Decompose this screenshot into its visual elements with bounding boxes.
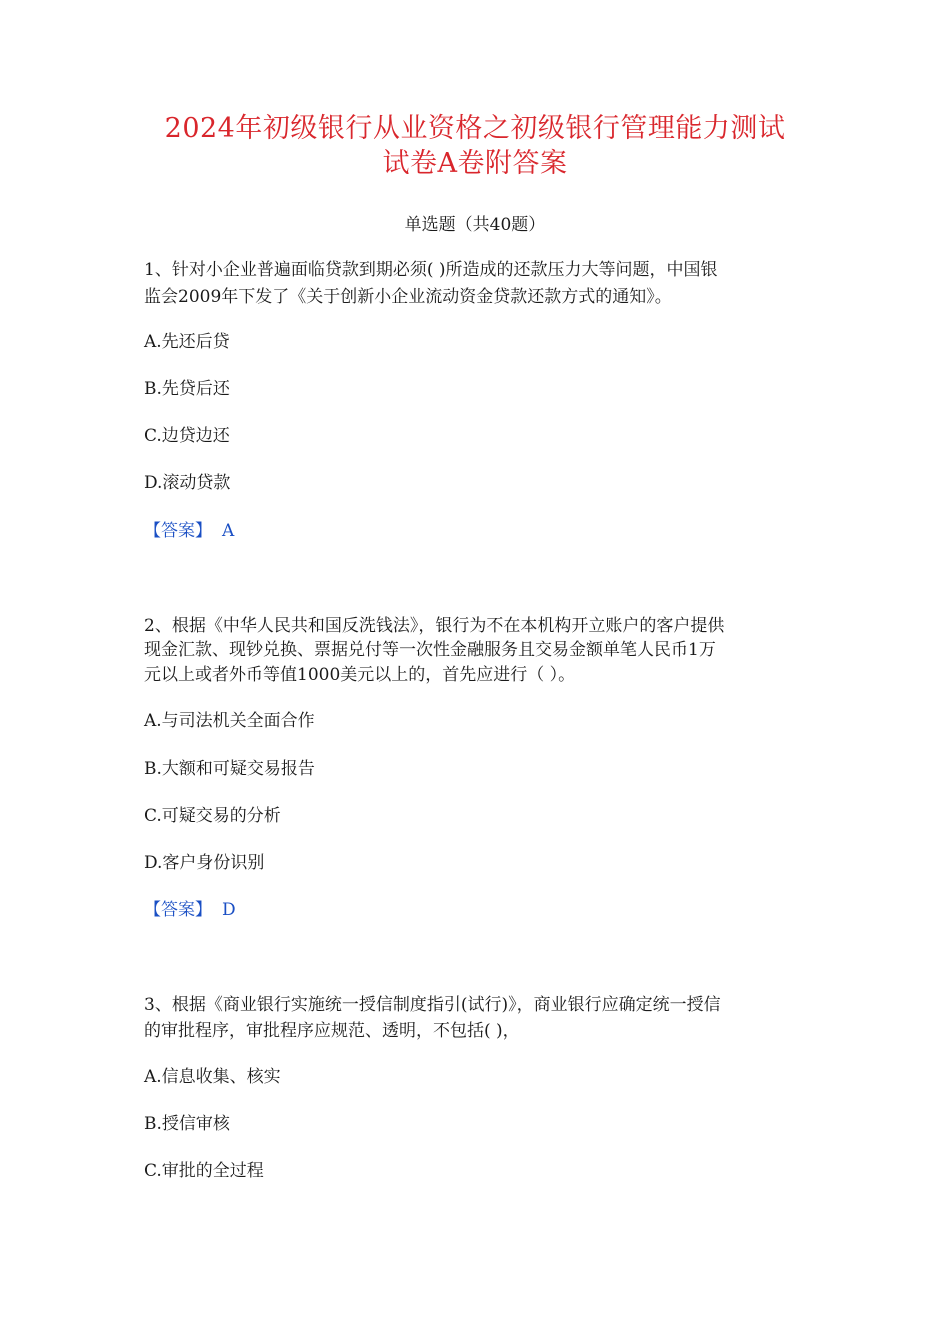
answer-value: A <box>222 521 235 541</box>
question-1-option-d: D.滚动贷款 <box>144 473 231 493</box>
question-3-text-line-1: 3、根据《商业银行实施统一授信制度指引(试行)》，商业银行应确定统一授信 <box>144 995 721 1015</box>
question-1-option-c: C.边贷边还 <box>144 426 230 446</box>
question-2-option-d: D.客户身份识别 <box>144 853 265 873</box>
answer-label: 【答案】 <box>144 521 212 541</box>
question-1-option-a: A.先还后贷 <box>144 332 230 352</box>
answer-label: 【答案】 <box>144 900 212 920</box>
document-title-line-2: 试卷A卷附答案 <box>382 148 568 179</box>
question-1-text-line-1: 1、针对小企业普遍面临贷款到期必须( )所造成的还款压力大等问题，中国银 <box>144 260 718 280</box>
question-2-option-b: B.大额和可疑交易报告 <box>144 759 315 779</box>
document-title-line-1: 2024年初级银行从业资格之初级银行管理能力测试 <box>164 113 786 144</box>
answer-value: D <box>222 900 236 920</box>
question-2-option-c: C.可疑交易的分析 <box>144 806 281 826</box>
question-2-text-line-2: 现金汇款、现钞兑换、票据兑付等一次性金融服务且交易金额单笔人民币1万 <box>144 640 716 660</box>
question-1-answer <box>144 519 234 543</box>
question-3-text-line-2: 的审批程序，审批程序应规范、透明，不包括( )， <box>144 1021 520 1041</box>
question-2-option-a: A.与司法机关全面合作 <box>144 711 315 731</box>
question-2-answer <box>144 898 236 922</box>
question-3-option-c: C.审批的全过程 <box>144 1161 264 1181</box>
question-3-option-a: A.信息收集、核实 <box>144 1067 281 1087</box>
question-1-option-b: B.先贷后还 <box>144 379 230 399</box>
question-2-text-line-3: 元以上或者外币等值1000美元以上的，首先应进行（ ）。 <box>144 665 576 685</box>
question-2-text-line-1: 2、根据《中华人民共和国反洗钱法》，银行为不在本机构开立账户的客户提供 <box>144 616 725 636</box>
question-3-option-b: B.授信审核 <box>144 1114 230 1134</box>
section-heading: 单选题（共40题） <box>404 215 546 235</box>
question-1-text-line-2: 监会2009年下发了《关于创新小企业流动资金贷款还款方式的通知》。 <box>144 287 672 307</box>
